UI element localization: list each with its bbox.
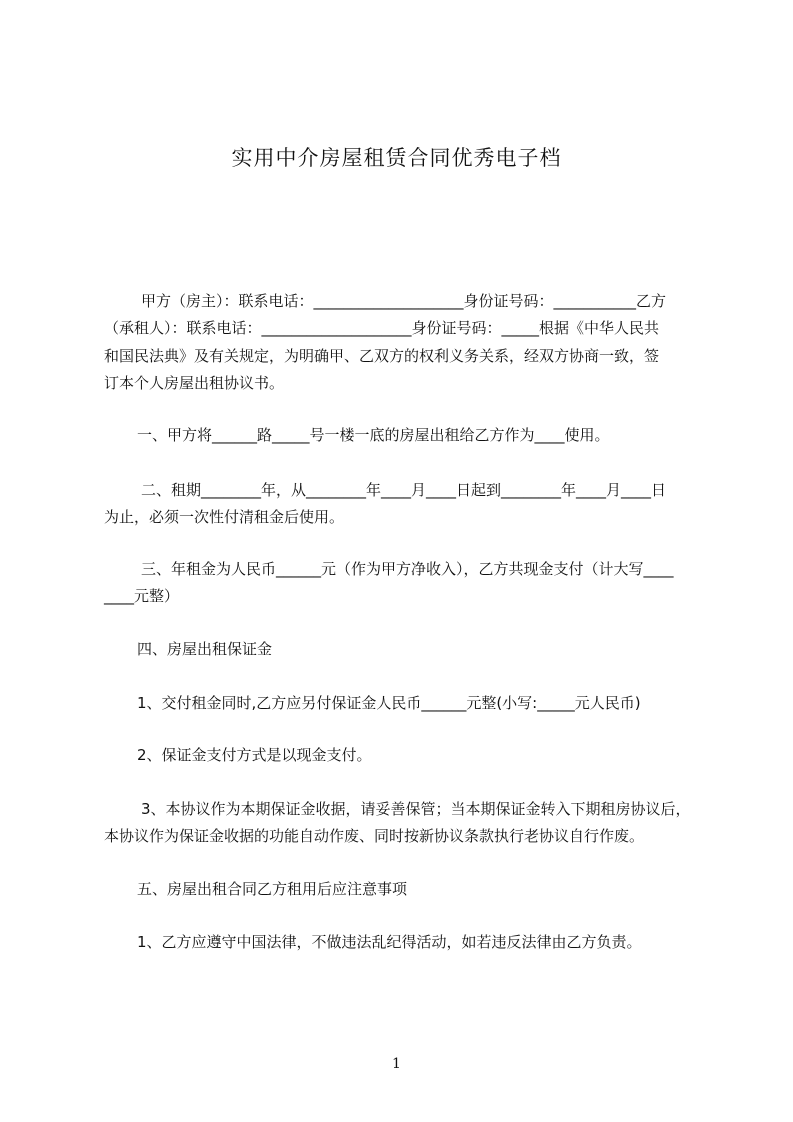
- clause-5-item-1: 1、乙方应遵守中国法律，不做违法乱纪得活动，如若违反法律由乙方负责。: [137, 933, 642, 951]
- clause-3-line-2: ____元整）: [104, 587, 180, 605]
- document-title: 实用中介房屋租赁合同优秀电子档: [231, 146, 562, 170]
- clause-5-heading: 五、房屋出租合同乙方租用后应注意事项: [137, 880, 408, 898]
- clause-2-line-2: 为止，必须一次性付清租金后使用。: [104, 508, 345, 526]
- clause-4-heading: 四、房屋出租保证金: [137, 640, 273, 658]
- intro-line-3: 和国民法典》及有关规定，为明确甲、乙双方的权利义务关系，经双方协商一致，签: [104, 347, 660, 365]
- clause-4-item-1: 1、交付租金同时,乙方应另付保证金人民币______元整(小写:_____元人民币): [137, 694, 641, 712]
- intro-line-2: （承租人）：联系电话：____________________身份证号码：_____根据《中华人民共: [104, 319, 660, 337]
- page-number: 1: [392, 1056, 401, 1072]
- intro-line-4: 订本个人房屋出租协议书。: [104, 374, 285, 392]
- clause-1: 一、甲方将______路_____号一楼一底的房屋出租给乙方作为____使用。: [137, 426, 610, 444]
- clause-4-item-2: 2、保证金支付方式是以现金支付。: [137, 746, 372, 764]
- clause-4-item-3-line-1: 3、本协议作为本期保证金收据，请妥善保管；当本期保证金转入下期租房协议后，: [141, 800, 691, 818]
- intro-line-1: 甲方（房主）：联系电话：____________________身份证号码：___________乙方: [141, 292, 667, 310]
- clause-3-line-1: 三、年租金为人民币______元（作为甲方净收入），乙方共现金支付（计大写____: [141, 560, 674, 578]
- clause-4-item-3-line-2: 本协议作为保证金收据的功能自动作废、同时按新协议条款执行老协议自行作废。: [104, 827, 645, 845]
- clause-2-line-1: 二、租期________年，从________年____月____日起到________年____月____日: [141, 481, 667, 499]
